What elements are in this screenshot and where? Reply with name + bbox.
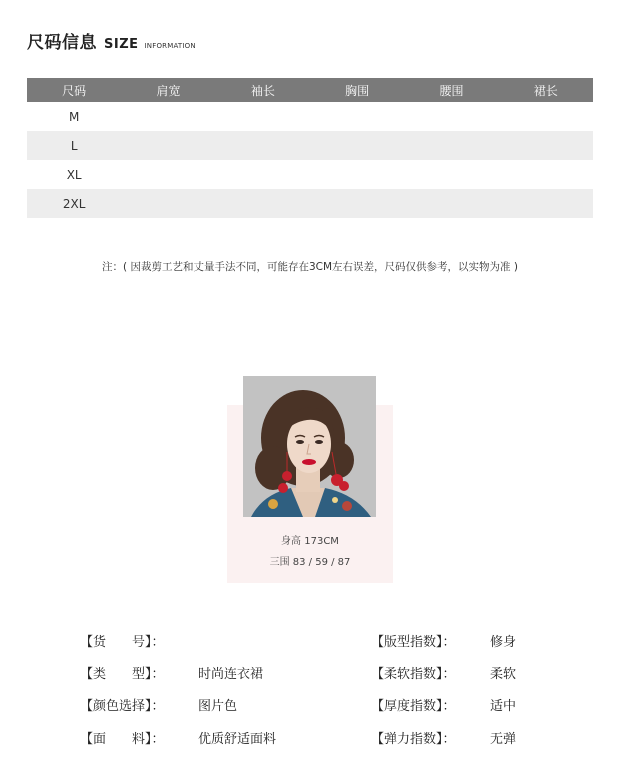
spec-type [80,663,264,682]
table-cell: XL [66,167,82,182]
column-header-sleeve: 袖长 [250,83,275,98]
spec-value: 柔软 [490,667,517,682]
spec-label: 【类 型】： [80,667,165,682]
model-measurements [227,553,393,568]
title-chinese: 尺码信息 [27,33,97,53]
size-table [27,78,593,218]
spec-label: 【货 号】： [80,635,165,650]
model-photo [243,376,376,517]
spec-value: 适中 [490,699,517,714]
spec-label: 【厚度指数】： [371,699,456,714]
spec-color [80,695,238,714]
spec-softness-index [371,663,517,682]
model-portrait-illustration [243,376,376,517]
column-header-bust: 胸围 [345,83,370,98]
table-cell: M [68,109,80,124]
spec-item-number [80,631,165,650]
spec-fabric [80,728,277,747]
table-row [27,102,593,131]
spec-label: 【面 料】： [80,732,165,747]
table-cell: 2XL [62,196,86,211]
model-height-label: 身高 [281,536,302,547]
size-info-title [27,28,196,52]
model-measure-label: 三围 [269,557,290,568]
column-header-size: 尺码 [62,83,87,98]
table-row [27,160,593,189]
spec-label: 【弹力指数】： [371,732,456,747]
model-measure-value: 83 / 59 / 87 [292,557,351,568]
spec-fit-index [371,631,517,650]
table-row [27,189,593,218]
spec-label: 【版型指数】： [371,635,456,650]
column-header-waist: 腰围 [439,83,464,98]
title-english: SIZE [104,37,139,52]
measurement-note: 注：( 因裁剪工艺和丈量手法不同，可能存在3CM左右误差，尺码仅供参考，以实物为准 ) [102,261,518,273]
spec-value: 优质舒适面料 [198,732,277,747]
spec-value: 时尚连衣裙 [198,667,264,682]
spec-elasticity-index [371,728,517,747]
spec-value: 修身 [490,635,517,650]
spec-label: 【柔软指数】： [371,667,456,682]
table-cell: L [70,138,78,153]
column-header-length: 裙长 [533,83,558,98]
table-header-row [27,78,593,102]
spec-value: 图片色 [198,699,238,714]
spec-thickness-index [371,695,517,714]
model-height-value: 173CM [304,536,339,547]
table-row [27,131,593,160]
spec-label: 【颜色选择】： [80,699,165,714]
column-header-shoulder: 肩宽 [156,83,181,98]
model-height [227,532,393,547]
title-subtitle: INFORMATION [144,42,196,50]
spec-value: 无弹 [490,732,517,747]
